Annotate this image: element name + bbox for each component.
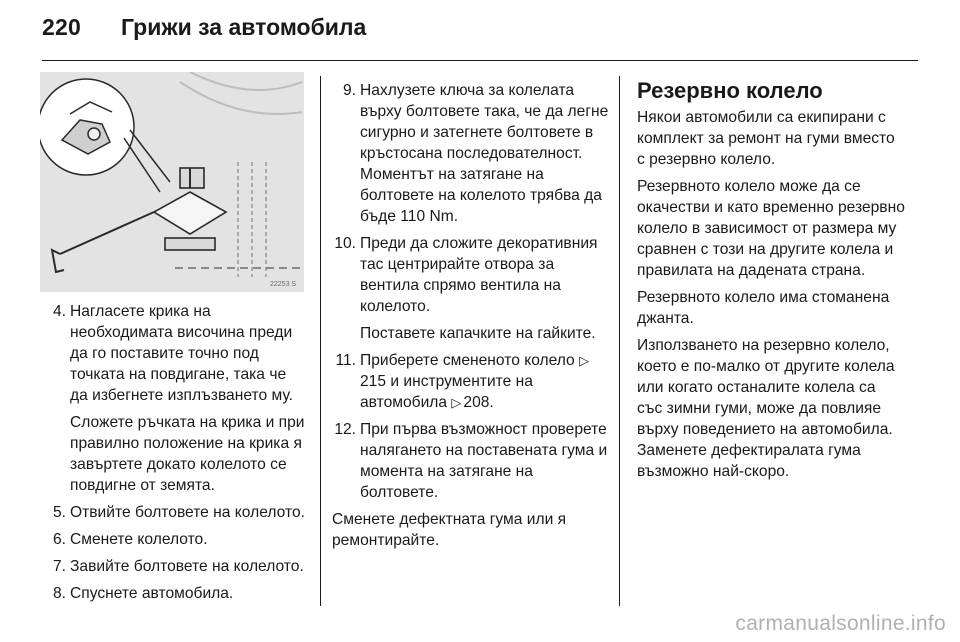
page-ref-arrow-icon: ▷ — [451, 395, 462, 410]
step-number: 6. — [52, 531, 66, 548]
step-11 — [332, 350, 610, 413]
step-text: Преди да сложите декоративния тас центрирайте отвора за вентила спрямо вентила на колелото. — [360, 235, 598, 315]
step-number: 7. — [52, 558, 66, 575]
step-8 — [42, 583, 306, 604]
step-text: Поставете капачките на гайките. — [360, 325, 596, 342]
step-9 — [332, 80, 610, 227]
watermark: carmanualsonline.info — [735, 612, 946, 635]
step-6 — [42, 529, 306, 550]
jack-illustration — [40, 72, 304, 292]
page-ref[interactable]: 215 — [360, 373, 387, 390]
page-ref-arrow-icon: ▷ — [579, 353, 590, 368]
step-7 — [42, 556, 306, 577]
step-number: 9. — [342, 82, 356, 99]
paragraph: Използването на резервно колело, което е по-малко от другите колела или когато останалите колела са със зимни гуми, може да повлияе върху поведението на автомобила. Заменете дефектиралата гума възможно най-скоро. — [637, 337, 895, 480]
step-4 — [42, 301, 306, 496]
page-ref[interactable]: 208. — [463, 394, 494, 411]
column-divider-1 — [320, 76, 321, 606]
step-10 — [332, 233, 610, 344]
column-3 — [637, 78, 905, 488]
paragraph: Резервното колело има стоманена джанта. — [637, 289, 890, 327]
section-title: Резервно колело — [637, 78, 823, 103]
step-12 — [332, 419, 610, 503]
header-rule — [42, 60, 918, 61]
step-number: 5. — [52, 504, 66, 521]
paragraph: Резервното колело може да се окачестви и като временно резервно колело в зависимост от размера му сравнен с този на другите колела и правилата на дадената страна. — [637, 178, 905, 279]
step-text — [360, 350, 610, 413]
step-text: Нагласете крика на необходимата височина преди да го поставите точно под точката на повдигане, така че да избегнете изплъзването му. — [70, 303, 293, 404]
step-text: Завийте болтовете на колелото. — [70, 558, 304, 575]
step-text-part: и инструментите на автомобила — [360, 373, 533, 411]
step-number: 10. — [334, 235, 356, 252]
column-divider-2 — [619, 76, 620, 606]
step-number: 8. — [52, 585, 66, 602]
column-2 — [332, 80, 610, 557]
step-5 — [42, 502, 306, 523]
page-title: Грижи за автомобила — [120, 14, 367, 40]
step-number: 4. — [52, 303, 66, 320]
step-text: Отвийте болтовете на колелото. — [70, 504, 305, 521]
closing-text: Сменете дефектната гума или я ремонтирайте. — [332, 511, 567, 549]
step-number: 11. — [335, 352, 356, 369]
step-number: 12. — [334, 421, 356, 438]
page-number: 220 — [42, 14, 81, 40]
paragraph: Някои автомобили са екипирани с комплект за ремонт на гуми вместо с резервно колело. — [637, 109, 895, 168]
figure-id: 22253 S — [270, 281, 297, 288]
step-text: Сложете ръчката на крика и при правилно положение на крика я завъртете докато колелото се повдигне от земята. — [70, 414, 305, 494]
step-text: Нахлузете ключа за колелата върху болтовете така, че да легне сигурно и затегнете болтовете в кръстосана последователност. Моментът на затягане на болтовете на колелото трябва да бъде 110 Nm. — [360, 82, 609, 225]
step-text: Сменете колелото. — [70, 531, 208, 548]
step-text-part: Приберете смененото колело — [360, 352, 575, 369]
step-text: При първа възможност проверете налягането на поставената гума и момента на затягане на болтовете. — [360, 421, 608, 501]
page-header — [42, 14, 366, 44]
column-1 — [42, 301, 306, 610]
step-text: Спуснете автомобила. — [70, 585, 234, 602]
